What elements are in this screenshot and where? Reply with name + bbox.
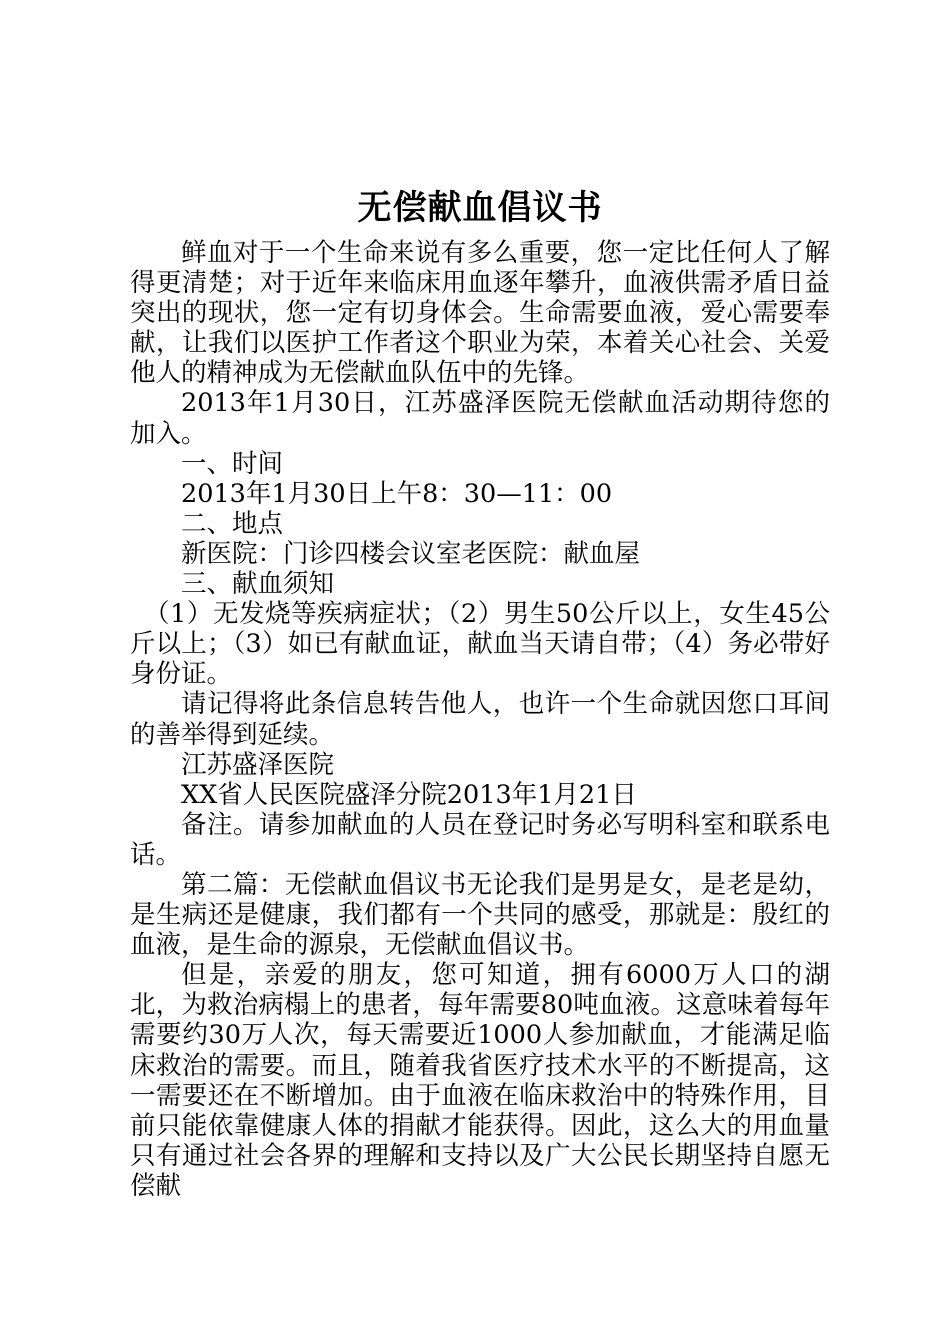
signature-hospital: 江苏盛泽医院 — [181, 749, 335, 780]
section-heading-location: 二、地点 — [181, 508, 284, 539]
paragraph-time: 2013年1月30日上午8：30—11：00 — [181, 478, 613, 509]
section-heading-notice: 三、献血须知 — [181, 569, 335, 600]
paragraph-location: 新医院：门诊四楼会议室老医院：献血屋 — [181, 538, 641, 569]
paragraph-event-date: 2013年1月30日，江苏盛泽医院无偿献血活动期待您的加入。 — [130, 388, 830, 449]
document-page — [130, 180, 830, 1201]
paragraph-second-article: 第二篇：无偿献血倡议书无论我们是男是女，是老是幼，是生病还是健康，我们都有一个共同的感受，那就是：殷红的血液，是生命的源泉，无偿献血倡议书。 — [130, 869, 830, 961]
paragraph-notice: （1）无发烧等疾病症状；（2）男生50公斤以上，女生45公斤以上；（3）如已有献血证，献血当天请自带；（4）务必带好身份证。 — [130, 599, 830, 690]
document-body — [130, 238, 830, 1201]
section-heading-time: 一、时间 — [181, 448, 284, 479]
paragraph-remark: 备注。请参加献血的人员在登记时务必写明科室和联系电话。 — [130, 809, 830, 870]
paragraph-hubei: 但是，亲爱的朋友，您可知道，拥有6000万人口的湖北，为救治病榻上的患者，每年需要80吨血液。这意味着每年需要约30万人次，每天需要近1000人参加献血，才能满足临床救治的需要。而且，随着我省医疗技术水平的不断提高，这一需要还在不断增加。由于血液在临床救治中的特殊作用，目前只能依靠健康人体的捐献才能获得。因此，这么大的用血量只有通过社会各界的理解和支持以及广大公民长期坚持自愿无偿献 — [130, 960, 830, 1201]
paragraph-share: 请记得将此条信息转告他人，也许一个生命就因您口耳间的善举得到延续。 — [130, 689, 830, 750]
signature-branch-date: XX省人民医院盛泽分院2013年1月21日 — [181, 779, 637, 810]
paragraph-intro: 鲜血对于一个生命来说有多么重要，您一定比任何人了解得更清楚；对于近年来临床用血逐年攀升，血液供需矛盾日益突出的现状，您一定有切身体会。生命需要血液，爱心需要奉献，让我们以医护工作者这个职业为荣，本着关心社会、关爱他人的精神成为无偿献血队伍中的先锋。 — [130, 238, 830, 389]
document-title: 无偿献血倡议书 — [357, 188, 603, 228]
